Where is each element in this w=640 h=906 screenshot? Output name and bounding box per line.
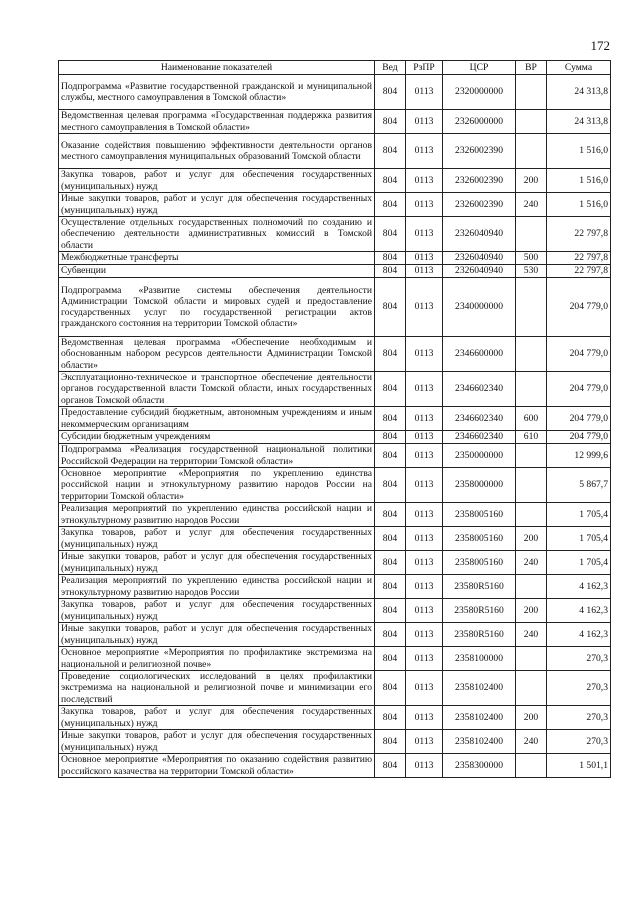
cell-vr — [516, 647, 547, 671]
column-header-sum: Сумма — [547, 61, 611, 75]
table-row — [59, 527, 611, 551]
cell-sum: 204 779,0 — [547, 278, 611, 337]
cell-ved: 804 — [375, 623, 406, 647]
cell-sum: 204 779,0 — [547, 407, 611, 431]
cell-ved: 804 — [375, 706, 406, 730]
cell-ved: 804 — [375, 193, 406, 217]
cell-sum: 270,3 — [547, 647, 611, 671]
cell-name: Закупка товаров, работ и услуг для обеспечения государственных (муниципальных) нужд — [59, 527, 375, 551]
cell-name: Основное мероприятие «Мероприятия по оказанию содействия развитию российского казачества на территории Томской области» — [59, 754, 375, 778]
cell-sum: 204 779,0 — [547, 372, 611, 407]
table-row — [59, 671, 611, 706]
cell-csr: 2326040940 — [443, 265, 516, 278]
column-header-rzpr: РзПР — [406, 61, 443, 75]
cell-rzpr: 0113 — [406, 551, 443, 575]
cell-ved: 804 — [375, 372, 406, 407]
budget-table — [58, 60, 611, 778]
cell-name: Иные закупки товаров, работ и услуг для обеспечения государственных (муниципальных) нужд — [59, 551, 375, 575]
cell-name: Реализация мероприятий по укреплению единства российской нации и этнокультурному развитию народов России — [59, 503, 375, 527]
cell-rzpr: 0113 — [406, 75, 443, 110]
cell-csr: 2326040940 — [443, 252, 516, 265]
cell-ved: 804 — [375, 575, 406, 599]
cell-vr — [516, 468, 547, 503]
cell-ved: 804 — [375, 431, 406, 444]
cell-rzpr: 0113 — [406, 503, 443, 527]
cell-csr: 2358005160 — [443, 551, 516, 575]
cell-vr: 600 — [516, 407, 547, 431]
cell-ved: 804 — [375, 134, 406, 169]
cell-rzpr: 0113 — [406, 527, 443, 551]
cell-vr — [516, 754, 547, 778]
cell-ved: 804 — [375, 252, 406, 265]
table-row — [59, 575, 611, 599]
cell-name: Оказание содействия повышению эффективности деятельности органов местного самоуправления муниципальных образований Томской области — [59, 134, 375, 169]
cell-rzpr: 0113 — [406, 671, 443, 706]
cell-ved: 804 — [375, 730, 406, 754]
cell-vr — [516, 671, 547, 706]
cell-name: Ведомственная целевая программа «Государственная поддержка развития местного самоуправления в Томской области» — [59, 110, 375, 134]
cell-csr: 2358005160 — [443, 503, 516, 527]
cell-name: Реализация мероприятий по укреплению единства российской нации и этнокультурному развитию народов России — [59, 575, 375, 599]
table-row — [59, 444, 611, 468]
cell-sum: 4 162,3 — [547, 599, 611, 623]
cell-sum: 22 797,8 — [547, 252, 611, 265]
cell-name: Закупка товаров, работ и услуг для обеспечения государственных (муниципальных) нужд — [59, 599, 375, 623]
table-row — [59, 134, 611, 169]
cell-name: Предоставление субсидий бюджетным, автономным учреждениям и иным некоммерческим организациям — [59, 407, 375, 431]
cell-name: Ведомственная целевая программа «Обеспечение необходимым и обоснованным набором ресурсов деятельности Администрации Томской области» — [59, 337, 375, 372]
cell-rzpr: 0113 — [406, 431, 443, 444]
table-row — [59, 75, 611, 110]
cell-rzpr: 0113 — [406, 706, 443, 730]
cell-rzpr: 0113 — [406, 623, 443, 647]
table-row — [59, 372, 611, 407]
cell-ved: 804 — [375, 444, 406, 468]
cell-rzpr: 0113 — [406, 110, 443, 134]
cell-vr: 200 — [516, 599, 547, 623]
cell-csr: 23580R5160 — [443, 575, 516, 599]
page-number: 172 — [590, 38, 610, 53]
cell-ved: 804 — [375, 169, 406, 193]
cell-vr — [516, 503, 547, 527]
cell-sum: 270,3 — [547, 730, 611, 754]
table-row — [59, 503, 611, 527]
cell-rzpr: 0113 — [406, 217, 443, 252]
cell-vr: 240 — [516, 730, 547, 754]
cell-rzpr: 0113 — [406, 337, 443, 372]
column-header-name: Наименование показателей — [59, 61, 375, 75]
table-row — [59, 278, 611, 337]
cell-rzpr: 0113 — [406, 444, 443, 468]
table-row — [59, 407, 611, 431]
cell-vr: 240 — [516, 623, 547, 647]
cell-rzpr: 0113 — [406, 252, 443, 265]
table-row — [59, 337, 611, 372]
cell-csr: 2346602340 — [443, 431, 516, 444]
cell-csr: 2326002390 — [443, 193, 516, 217]
cell-vr: 240 — [516, 551, 547, 575]
cell-csr: 2358102400 — [443, 730, 516, 754]
cell-sum: 1 705,4 — [547, 503, 611, 527]
cell-vr — [516, 372, 547, 407]
table-header-row — [59, 61, 611, 75]
cell-ved: 804 — [375, 647, 406, 671]
cell-name: Межбюджетные трансферты — [59, 252, 375, 265]
cell-vr: 240 — [516, 193, 547, 217]
cell-name: Подпрограмма «Реализация государственной национальной политики Российской Федерации на территории Томской области» — [59, 444, 375, 468]
cell-csr: 2358102400 — [443, 706, 516, 730]
table-row — [59, 706, 611, 730]
cell-ved: 804 — [375, 217, 406, 252]
cell-vr — [516, 217, 547, 252]
cell-sum: 1 705,4 — [547, 551, 611, 575]
cell-ved: 804 — [375, 407, 406, 431]
cell-name: Иные закупки товаров, работ и услуг для обеспечения государственных (муниципальных) нужд — [59, 730, 375, 754]
cell-ved: 804 — [375, 754, 406, 778]
cell-rzpr: 0113 — [406, 278, 443, 337]
table-body — [59, 75, 611, 778]
cell-csr: 2326000000 — [443, 110, 516, 134]
cell-ved: 804 — [375, 468, 406, 503]
table-row — [59, 647, 611, 671]
cell-sum: 12 999,6 — [547, 444, 611, 468]
cell-ved: 804 — [375, 265, 406, 278]
table-row — [59, 468, 611, 503]
cell-csr: 2346600000 — [443, 337, 516, 372]
cell-vr — [516, 337, 547, 372]
cell-csr: 2320000000 — [443, 75, 516, 110]
cell-csr: 2346602340 — [443, 407, 516, 431]
cell-name: Основное мероприятие «Мероприятия по профилактике экстремизма на национальной и религиозной почве» — [59, 647, 375, 671]
cell-rzpr: 0113 — [406, 169, 443, 193]
cell-sum: 4 162,3 — [547, 575, 611, 599]
cell-ved: 804 — [375, 278, 406, 337]
cell-vr: 200 — [516, 527, 547, 551]
cell-csr: 2358300000 — [443, 754, 516, 778]
cell-ved: 804 — [375, 503, 406, 527]
cell-sum: 1 516,0 — [547, 193, 611, 217]
cell-sum: 270,3 — [547, 706, 611, 730]
cell-ved: 804 — [375, 527, 406, 551]
cell-sum: 204 779,0 — [547, 337, 611, 372]
cell-name: Проведение социологических исследований в целях профилактики экстремизма на национальной и религиозной почве и минимизации его последствий — [59, 671, 375, 706]
column-header-vr: ВР — [516, 61, 547, 75]
cell-csr: 2350000000 — [443, 444, 516, 468]
cell-name: Закупка товаров, работ и услуг для обеспечения государственных (муниципальных) нужд — [59, 706, 375, 730]
cell-ved: 804 — [375, 110, 406, 134]
cell-rzpr: 0113 — [406, 730, 443, 754]
cell-vr — [516, 134, 547, 169]
table-row — [59, 730, 611, 754]
cell-sum: 1 516,0 — [547, 169, 611, 193]
cell-name: Иные закупки товаров, работ и услуг для обеспечения государственных (муниципальных) нужд — [59, 193, 375, 217]
cell-name: Подпрограмма «Развитие системы обеспечения деятельности Администрации Томской области и мировых судей и предоставление государственных услуг по государственной регистрации актов гражданского состояния на территории Томской области» — [59, 278, 375, 337]
cell-sum: 1 516,0 — [547, 134, 611, 169]
cell-name: Осуществление отдельных государственных полномочий по созданию и обеспечению деятельности административных комиссий в Томской области — [59, 217, 375, 252]
cell-vr: 200 — [516, 706, 547, 730]
cell-csr: 2358000000 — [443, 468, 516, 503]
column-header-ved: Вед — [375, 61, 406, 75]
cell-sum: 24 313,8 — [547, 75, 611, 110]
cell-rzpr: 0113 — [406, 599, 443, 623]
cell-rzpr: 0113 — [406, 647, 443, 671]
column-header-csr: ЦСР — [443, 61, 516, 75]
cell-name: Подпрограмма «Развитие государственной гражданской и муниципальной службы, местного самоуправления в Томской области» — [59, 75, 375, 110]
table-row — [59, 431, 611, 444]
table-row — [59, 110, 611, 134]
cell-name: Основное мероприятие «Мероприятия по укреплению единства российской нации и этнокультурному развитию народов России на территории Томской области» — [59, 468, 375, 503]
cell-rzpr: 0113 — [406, 372, 443, 407]
cell-csr: 23580R5160 — [443, 623, 516, 647]
cell-csr: 2326002390 — [443, 134, 516, 169]
cell-sum: 22 797,8 — [547, 217, 611, 252]
cell-ved: 804 — [375, 671, 406, 706]
cell-rzpr: 0113 — [406, 468, 443, 503]
table-row — [59, 265, 611, 278]
table-row — [59, 599, 611, 623]
cell-csr: 2326002390 — [443, 169, 516, 193]
cell-vr — [516, 110, 547, 134]
table-row — [59, 252, 611, 265]
table-row — [59, 169, 611, 193]
cell-vr — [516, 575, 547, 599]
cell-csr: 2358005160 — [443, 527, 516, 551]
cell-sum: 22 797,8 — [547, 265, 611, 278]
cell-name: Иные закупки товаров, работ и услуг для обеспечения государственных (муниципальных) нужд — [59, 623, 375, 647]
cell-name: Закупка товаров, работ и услуг для обеспечения государственных (муниципальных) нужд — [59, 169, 375, 193]
cell-ved: 804 — [375, 551, 406, 575]
cell-sum: 24 313,8 — [547, 110, 611, 134]
table-row — [59, 623, 611, 647]
cell-sum: 270,3 — [547, 671, 611, 706]
cell-vr: 530 — [516, 265, 547, 278]
cell-csr: 23580R5160 — [443, 599, 516, 623]
cell-sum: 204 779,0 — [547, 431, 611, 444]
cell-ved: 804 — [375, 599, 406, 623]
cell-rzpr: 0113 — [406, 407, 443, 431]
cell-csr: 2358102400 — [443, 671, 516, 706]
cell-rzpr: 0113 — [406, 193, 443, 217]
cell-sum: 1 501,1 — [547, 754, 611, 778]
cell-name: Субвенции — [59, 265, 375, 278]
cell-rzpr: 0113 — [406, 575, 443, 599]
cell-vr: 610 — [516, 431, 547, 444]
cell-vr — [516, 444, 547, 468]
cell-csr: 2346602340 — [443, 372, 516, 407]
table-row — [59, 754, 611, 778]
cell-sum: 1 705,4 — [547, 527, 611, 551]
cell-sum: 4 162,3 — [547, 623, 611, 647]
cell-csr: 2358100000 — [443, 647, 516, 671]
cell-name: Эксплуатационно-техническое и транспортное обеспечение деятельности органов государственной власти Томской области, иных государственных органов Томской области — [59, 372, 375, 407]
cell-vr — [516, 75, 547, 110]
table-row — [59, 551, 611, 575]
cell-csr: 2340000000 — [443, 278, 516, 337]
table-row — [59, 193, 611, 217]
cell-rzpr: 0113 — [406, 134, 443, 169]
cell-vr — [516, 278, 547, 337]
table-row — [59, 217, 611, 252]
cell-csr: 2326040940 — [443, 217, 516, 252]
cell-rzpr: 0113 — [406, 265, 443, 278]
cell-ved: 804 — [375, 75, 406, 110]
cell-sum: 5 867,7 — [547, 468, 611, 503]
cell-vr: 200 — [516, 169, 547, 193]
cell-name: Субсидии бюджетным учреждениям — [59, 431, 375, 444]
cell-rzpr: 0113 — [406, 754, 443, 778]
cell-ved: 804 — [375, 337, 406, 372]
cell-vr: 500 — [516, 252, 547, 265]
